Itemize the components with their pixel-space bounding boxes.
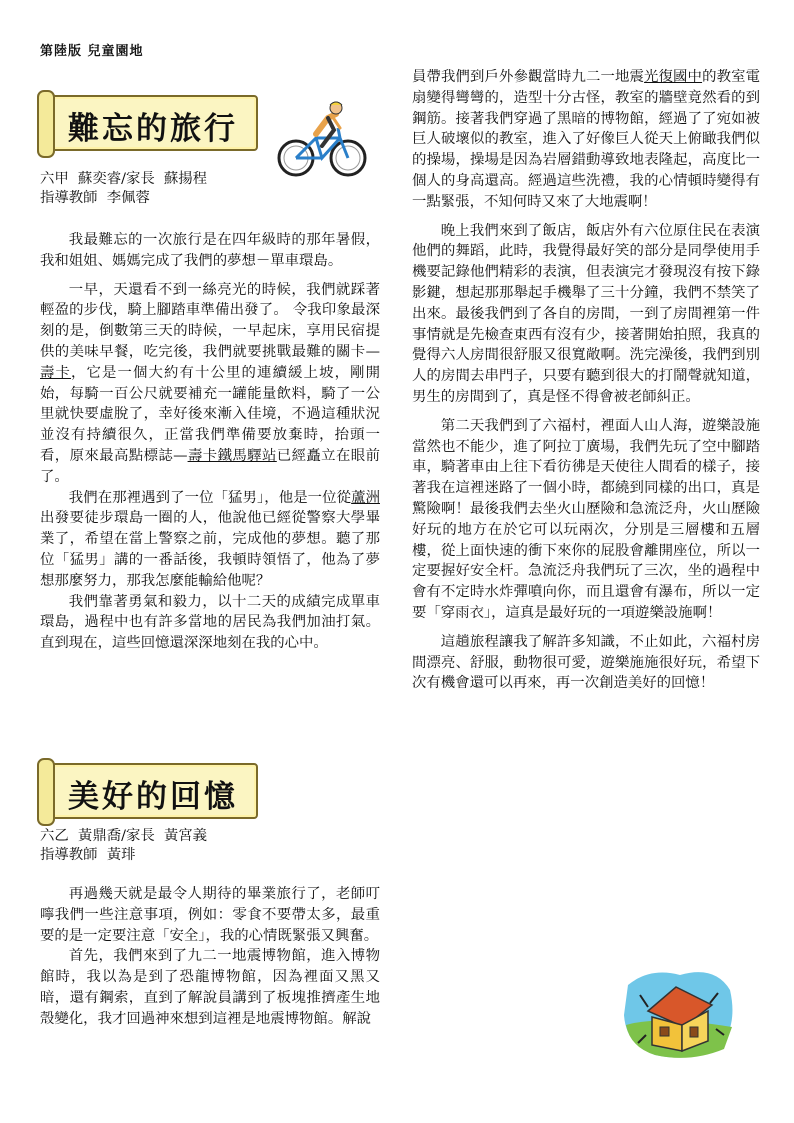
scroll-decoration	[37, 90, 55, 158]
article1-title-box	[44, 95, 258, 151]
article2-paragraph-2: 首先，我們來到了九二一地震博物館，進入博物館時，我以為是到了恐龍博物館，因為裡面又黑又暗，還有鋼索，直到了解說員講到了板塊推擠產生地殼變化，我才回過神來想到這裡是地震博物館。解說	[40, 948, 380, 1027]
underlined-place: 蘆洲	[351, 489, 380, 506]
article2-byline1: 六乙 黃鼎喬/家長 黃宮義	[40, 828, 208, 844]
scroll-decoration	[37, 758, 55, 826]
article2-body-left	[40, 884, 380, 1030]
article2-paragraph-5: 這趟旅程讓我了解許多知識，不止如此，六福村房間漂亮、舒服，動物很可愛，遊樂施施很好玩，希望下次有機會還可以再來，再一次創造美好的回憶！	[412, 633, 760, 692]
article2-body-right	[412, 67, 760, 694]
article1-paragraph-1: 我最難忘的一次旅行是在四年級時的那年暑假，我和姐姐、媽媽完成了我們的夢想－單車環島。	[40, 232, 380, 269]
article1-paragraph-4: 我們靠著勇氣和毅力，以十二天的成績完成單車環島，過程中也有許多當地的居民為我們加油打氣。直到現在，這些回憶還深深地刻在我的心中。	[40, 593, 380, 652]
article2-paragraph-4: 第二天我們到了六福村，裡面人山人海，遊樂設施當然也不能少，進了阿拉丁廣場，我們先玩了空中腳踏車，騎著車由上往下看彷彿是天使往人間看的樣子，接著我在這裡迷路了一個小時，都繞到同樣的出口，真是驚險啊！最後我們去坐火山歷險和急流泛舟，火山歷險好玩的地方在於它可以玩兩次，分別是三層樓和五層樓，從上面快速的衝下來你的屁股會離開座位，所以一定要握好安全杆。急流泛舟我們玩了三次，坐的過程中會有不定時水炸彈噴向你，而且還會有瀑布，所以一定要「穿雨衣」，這真是最好玩的一項遊樂設施啊！	[412, 417, 760, 621]
underlined-place: 壽卡	[40, 364, 72, 381]
article1-byline2: 指導教師 李佩蓉	[40, 190, 150, 206]
house-illustration	[620, 965, 738, 1065]
article2-paragraph-1: 再過幾天就是最令人期待的畢業旅行了，老師叮嚀我們一些注意事項，例如：零食不要帶太多，最重要的是一定要注意「安全」，我的心情既緊張又興奮。	[40, 886, 380, 944]
page-header: 第陸版 兒童園地	[40, 44, 144, 59]
article2-title-box	[44, 763, 258, 819]
article2-title: 美好的回憶	[68, 779, 238, 815]
article1-body	[40, 230, 380, 654]
article2-paragraph-3: 晚上我們來到了飯店，飯店外有六位原住民在表演他們的舞蹈，此時，我覺得最好笑的部分是同學使用手機要記錄他們精彩的表演，但表演完才發現沒有按下錄影鍵，想起那那舉起手機舉了三十分鐘，我們不禁笑了出來。最後我們到了各自的房間，一到了房間裡第一件事情就是先檢查東西有沒有少，接著開始拍照，我真的覺得六人房間很舒服又很寬敞啊。洗完澡後，我們到別人的房間去串門子，只要有聽到很大的打鬧聲就知道，男生的房間到了，真是怪不得會被老師糾正。	[412, 222, 760, 405]
article1-paragraph-3: 我們在那裡遇到了一位「猛男」，他是一位從蘆洲出發要徒步環島一圈的人，他說他已經從警察大學畢業了，希望在當上警察之前，完成他的夢想。聽了那位「猛男」講的一番話後，我頓時領悟了，他為了夢想那麼努力，那我怎麼能輸給他呢？	[40, 489, 380, 589]
article1-byline1: 六甲 蘇奕睿/家長 蘇揚程	[40, 171, 208, 187]
article1-title: 難忘的旅行	[68, 111, 238, 147]
article1-paragraph-2: 一早，天還看不到一絲亮光的時候，我們就踩著輕盈的步伐，騎上腳踏車準備出發了。 令我印象最深刻的是，倒數第三天的時候，一早起床，享用民宿提供的美味早餐，吃完後，我們就要挑戰最難的關卡—壽卡，它是一個大約有十公里的連續緩上坡，剛開始，每騎一百公尺就要補充一罐能量飲料，騎了一公里就快要虛脫了，幸好後來漸入佳境，不過這種狀況並沒有持續很久，正當我們準備要放棄時，抬頭一看，原來最高點標誌—壽卡鐵馬驛站已經矗立在眼前了。	[40, 281, 380, 485]
article2-byline2: 指導教師 黃琲	[40, 847, 136, 863]
article2-paragraph-2-continued: 員帶我們到戶外參觀當時九二一地震光復國中的教室電扇變得彎彎的，造型十分古怪，教室的牆壁竟然看的到鋼筋。接著我們穿過了黑暗的博物館，經過了了宛如被巨人破壞似的教室，進入了好像巨人從天上俯瞰我們似的操場，操場是因為岩層錯動導致地表隆起，高度比一個人的身高還高。經過這些洗禮，我的心情頓時變得有一點緊張，不知何時又來了大地震啊！	[412, 69, 760, 210]
cyclist-illustration	[276, 100, 368, 180]
underlined-place: 光復國中	[644, 69, 703, 85]
underlined-place: 壽卡鐵馬驛站	[187, 447, 277, 464]
